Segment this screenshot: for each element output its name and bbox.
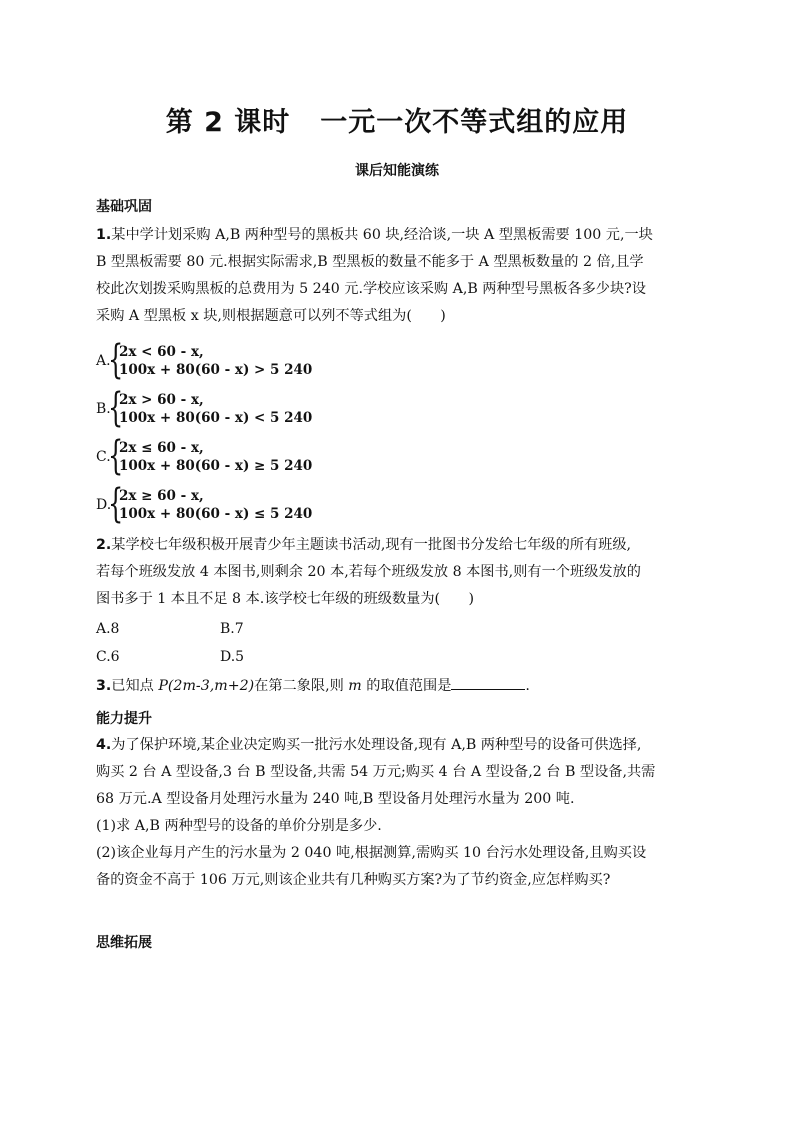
choice-d: D.5 bbox=[220, 649, 245, 665]
section-basic: 基础巩固 bbox=[96, 199, 152, 215]
question-3 bbox=[96, 673, 702, 700]
question-2-line bbox=[96, 532, 702, 559]
section-improve: 能力提升 bbox=[96, 711, 152, 727]
brace-icon: { bbox=[108, 337, 124, 383]
question-1-text: 某中学计划采购 A,B 两种型号的黑板共 60 块,经洽谈,一块 A 型黑板需要 100 元,一块 bbox=[111, 227, 653, 243]
question-4-line: 68 万元.A 型设备月处理污水量为 240 吨,B 型设备月处理污水量为 200 吨. bbox=[96, 791, 575, 807]
choice-a: A.8 bbox=[96, 621, 120, 637]
question-3-text: 在第二象限,则 bbox=[254, 678, 349, 694]
question-3-text: 的取值范围是 bbox=[361, 678, 452, 694]
inequality-2: 100x + 80(60 - x) ≥ 5 240 bbox=[119, 458, 313, 474]
question-1-line bbox=[96, 222, 702, 249]
inequality-2: 100x + 80(60 - x) ≤ 5 240 bbox=[119, 506, 313, 522]
question-3-number: 3. bbox=[96, 678, 112, 694]
question-4-number: 4. bbox=[96, 737, 112, 753]
brace-icon: { bbox=[108, 385, 124, 431]
option-label: C. bbox=[96, 449, 111, 465]
option-label: A. bbox=[96, 353, 111, 369]
inequality-1: 2x > 60 - x, bbox=[119, 392, 204, 408]
choice-b: B.7 bbox=[220, 621, 244, 637]
section-extend: 思维拓展 bbox=[96, 935, 152, 951]
question-1 bbox=[96, 222, 702, 330]
brace-icon: { bbox=[108, 481, 124, 527]
inequality-1: 2x < 60 - x, bbox=[119, 344, 204, 360]
brace-icon: { bbox=[108, 433, 124, 479]
point-expression: P(2m-3,m+2) bbox=[158, 678, 255, 694]
question-4-line: 购买 2 台 A 型设备,3 台 B 型设备,共需 54 万元;购买 4 台 A 型设备,2 台 B 型设备,共需 bbox=[96, 764, 656, 780]
question-2-number: 2. bbox=[96, 537, 112, 553]
question-2-text: 某学校七年级积极开展青少年主题读书活动,现有一批图书分发给七年级的所有班级, bbox=[111, 537, 632, 553]
question-2-line: 图书多于 1 本且不足 8 本.该学校七年级的班级数量为( ) bbox=[96, 591, 474, 607]
inequality-2: 100x + 80(60 - x) < 5 240 bbox=[119, 410, 313, 426]
question-1-line: B 型黑板需要 80 元.根据实际需求,B 型黑板的数量不能多于 A 型黑板数量的 2 倍,且学 bbox=[96, 254, 644, 270]
inequality-1: 2x ≤ 60 - x, bbox=[119, 440, 204, 456]
option-label: D. bbox=[96, 497, 112, 513]
question-1-number: 1. bbox=[96, 227, 112, 243]
choice-c: C.6 bbox=[96, 649, 120, 665]
question-2 bbox=[96, 532, 702, 613]
question-4-text: 为了保护环境,某企业决定购买一批污水处理设备,现有 A,B 两种型号的设备可供选择, bbox=[111, 737, 642, 753]
question-3-text: 已知点 bbox=[111, 678, 159, 694]
lesson-topic: 一元一次不等式组的应用 bbox=[320, 107, 629, 138]
page-title bbox=[0, 100, 794, 139]
question-4-line bbox=[96, 732, 702, 759]
question-4 bbox=[96, 732, 702, 894]
inequality-2: 100x + 80(60 - x) > 5 240 bbox=[119, 362, 313, 378]
variable-m: m bbox=[348, 678, 362, 694]
question-4-sub1: (1)求 A,B 两种型号的设备的单价分别是多少. bbox=[96, 818, 382, 834]
inequality-1: 2x ≥ 60 - x, bbox=[119, 488, 204, 504]
question-4-sub2-line: 备的资金不高于 106 万元,则该企业共有几种购买方案?为了节约资金,应怎样购买? bbox=[96, 872, 611, 888]
question-3-end: . bbox=[525, 678, 530, 694]
lesson-number: 第 2 课时 bbox=[165, 107, 291, 138]
option-label: B. bbox=[96, 401, 111, 417]
question-4-sub2-line: (2)该企业每月产生的污水量为 2 040 吨,根据测算,需购买 10 台污水处理设备,且购买设 bbox=[96, 845, 647, 861]
question-1-line: 校此次划拨采购黑板的总费用为 5 240 元.学校应该采购 A,B 两种型号黑板各多少块?设 bbox=[96, 281, 646, 297]
page-subtitle: 课后知能演练 bbox=[355, 163, 439, 179]
answer-blank bbox=[451, 675, 525, 690]
question-2-line: 若每个班级发放 4 本图书,则剩余 20 本,若每个班级发放 8 本图书,则有一个班级发放的 bbox=[96, 564, 641, 580]
question-1-line: 采购 A 型黑板 x 块,则根据题意可以列不等式组为( ) bbox=[96, 308, 446, 324]
